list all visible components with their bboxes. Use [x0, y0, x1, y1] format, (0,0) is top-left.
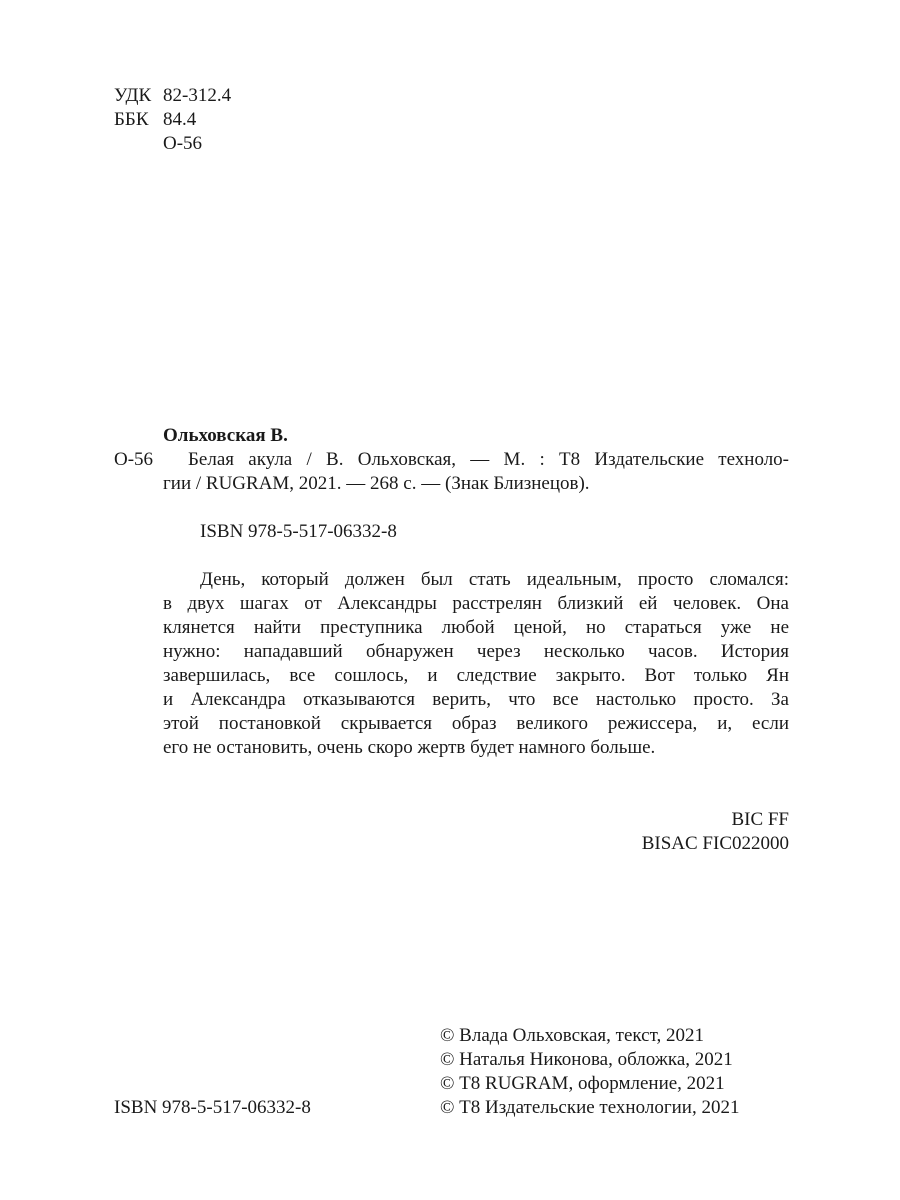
- udk-value: 82-312.4: [163, 85, 232, 106]
- description-line: Белая акула / В. Ольховская, — М. : Т8 Издательские техноло-: [188, 449, 789, 470]
- footer-isbn: ISBN 978-5-517-06332-8: [114, 1097, 311, 1118]
- copyright-line: © Т8 Издательские технологии, 2021: [440, 1097, 740, 1118]
- annotation-line: в двух шагах от Александры расстрелян близкий ей человек. Она: [163, 593, 789, 614]
- udk-label: УДК: [114, 85, 152, 106]
- author-heading: Ольховская В.: [163, 425, 288, 446]
- annotation-line: День, который должен был стать идеальным, просто сломался:: [200, 569, 789, 590]
- catalog-isbn: ISBN 978-5-517-06332-8: [200, 521, 397, 542]
- copyright-line: © Влада Ольховская, текст, 2021: [440, 1025, 704, 1046]
- description-line: гии / RUGRAM, 2021. — 268 с. — (Знак Близнецов).: [163, 473, 590, 494]
- annotation-line: и Александра отказываются верить, что все настолько просто. За: [163, 689, 789, 710]
- catalog-mark: О-56: [114, 449, 154, 470]
- annotation-line: завершилась, все сошлось, и следствие закрыто. Вот только Ян: [163, 665, 789, 686]
- copyright-line: © Наталья Никонова, обложка, 2021: [440, 1049, 733, 1070]
- bbk-label: ББК: [114, 109, 149, 130]
- copyright-line: © Т8 RUGRAM, оформление, 2021: [440, 1073, 725, 1094]
- author-mark: О-56: [163, 133, 203, 154]
- bbk-value: 84.4: [163, 109, 197, 130]
- annotation-line: его не остановить, очень скоро жертв будет намного больше.: [163, 737, 656, 758]
- bisac-code: BISAC FIC022000: [641, 833, 789, 854]
- annotation-line: клянется найти преступника любой ценой, но стараться уже не: [163, 617, 789, 638]
- bic-code: BIC FF: [731, 809, 789, 830]
- annotation-line: этой постановкой скрывается образ великого режиссера, и, если: [163, 713, 789, 734]
- annotation-line: нужно: нападавший обнаружен через несколько часов. История: [163, 641, 789, 662]
